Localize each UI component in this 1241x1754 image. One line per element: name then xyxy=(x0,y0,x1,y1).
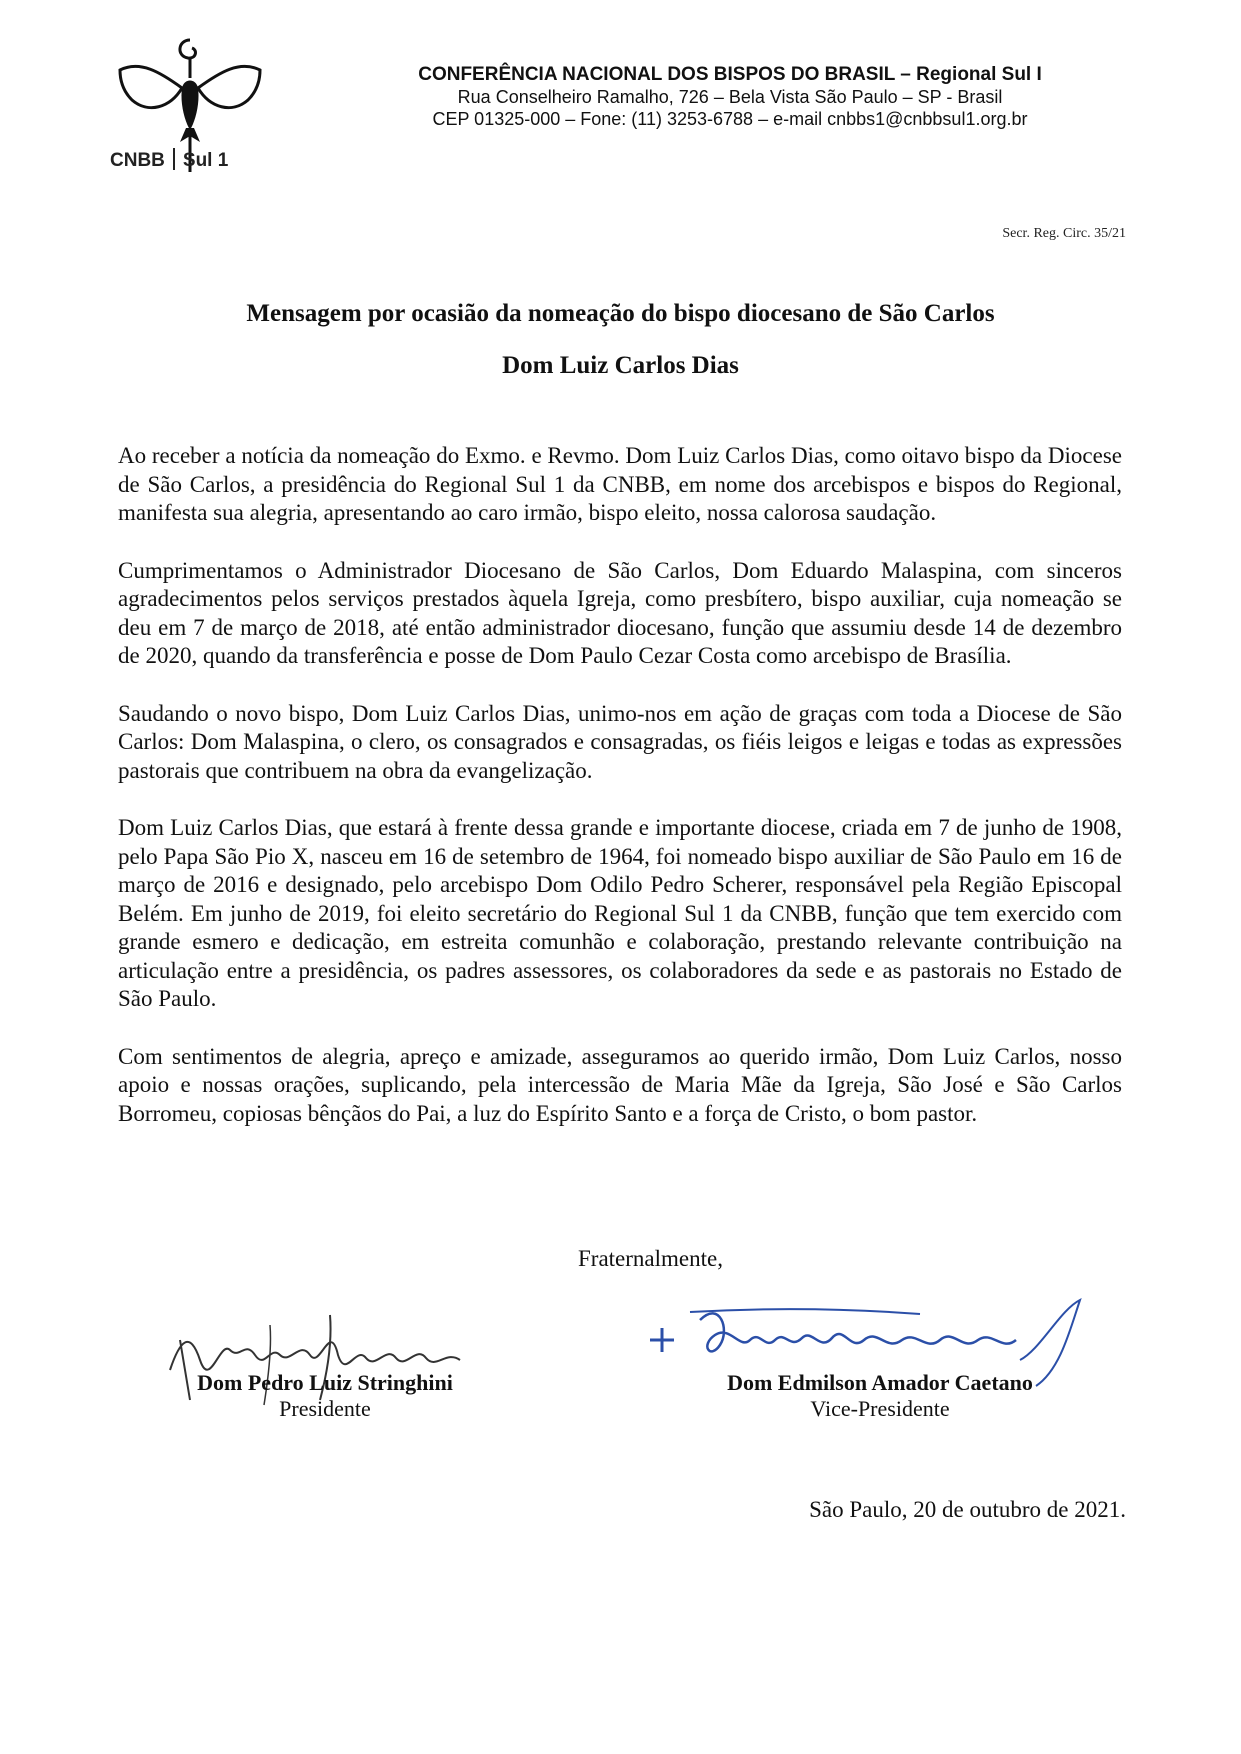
place-and-date: São Paulo, 20 de outubro de 2021. xyxy=(809,1497,1126,1522)
logo-left-text: CNBB xyxy=(110,150,165,171)
signature-block-president xyxy=(150,1370,500,1422)
signer-name: Dom Pedro Luiz Stringhini xyxy=(197,1370,453,1395)
document-subtitle: Dom Luiz Carlos Dias xyxy=(502,352,739,379)
paragraph: Saudando o novo bispo, Dom Luiz Carlos Dias, unimo-nos em ação de graças com toda a Diocese de São Carlos: Dom Malaspina, o clero, os consagrados e consagradas, os fiéis leigos e leigas e todas as expressões pastorais que contribuem na obra da evangelização. xyxy=(118,700,1122,783)
document-title: Mensagem por ocasião da nomeação do bispo diocesano de São Carlos xyxy=(246,300,995,327)
circular-reference: Secr. Reg. Circ. 35/21 xyxy=(1002,226,1126,241)
letter-body xyxy=(118,442,1122,1157)
paragraph: Dom Luiz Carlos Dias, que estará à frente dessa grande e importante diocese, criada em 7 de junho de 1908, pelo Papa São Pio X, nasceu em 16 de setembro de 1964, foi nomeado bispo auxiliar de São Paulo em 16 de março de 2016 e designado, pelo arcebispo Dom Odilo Pedro Scherer, responsável pela Região Episcopal Belém. Em junho de 2019, foi eleito secretário do Regional Sul 1 da CNBB, função que tem exercido com grande esmero e dedicação, em estreita comunhão e colaboração, prestando relevante contribuição na articulação entre a presidência, os padres assessores, os colaboradores da sede e as pastorais no Estado de São Paulo. xyxy=(118,815,1122,1011)
signer-role: Presidente xyxy=(279,1396,371,1421)
signature-block-vice-president xyxy=(690,1370,1070,1422)
organization-contact: CEP 01325-000 – Fone: (11) 3253-6788 – e-mail cnbbs1@cnbbsul1.org.br xyxy=(432,109,1028,129)
organization-name: CONFERÊNCIA NACIONAL DOS BISPOS DO BRASIL – Regional Sul I xyxy=(418,64,1042,85)
paragraph: Com sentimentos de alegria, apreço e amizade, asseguramos ao querido irmão, Dom Luiz Carlos, nosso apoio e nossas orações, suplicando, pela intercessão de Maria Mãe da Igreja, São José e São Carlos Borromeu, copiosas bênçãos do Pai, a luz do Espírito Santo e a força de Cristo, o bom pastor. xyxy=(118,1043,1122,1126)
organization-address: Rua Conselheiro Ramalho, 726 – Bela Vista São Paulo – SP - Brasil xyxy=(457,87,1003,107)
logo-right-text: Sul 1 xyxy=(182,150,229,171)
paragraph: Ao receber a notícia da nomeação do Exmo. e Revmo. Dom Luiz Carlos Dias, como oitavo bispo da Diocese de São Carlos, a presidência do Regional Sul 1 da CNBB, em nome dos arcebispos e bispos do Regional, manifesta sua alegria, apresentando ao caro irmão, bispo eleito, nossa calorosa saudação. xyxy=(118,443,1122,525)
paragraph: Cumprimentamos o Administrador Diocesano de São Carlos, Dom Eduardo Malaspina, com sinceros agradecimentos pelos serviços prestados àquela Igreja, como presbítero, bispo auxiliar, cuja nomeação se deu em 7 de março de 2018, até então administrador diocesano, função que assumiu desde 14 de dezembro de 2020, quando da transferência e posse de Dom Paulo Cezar Costa como arcebispo de Brasília. xyxy=(118,557,1122,668)
closing-salutation: Fraternalmente, xyxy=(578,1246,723,1271)
signer-name: Dom Edmilson Amador Caetano xyxy=(727,1370,1033,1395)
letterhead xyxy=(290,64,1170,130)
logo-caption xyxy=(110,148,228,172)
cnbb-logo xyxy=(110,30,270,175)
logo-divider xyxy=(173,148,175,170)
signer-role: Vice-Presidente xyxy=(810,1396,950,1421)
